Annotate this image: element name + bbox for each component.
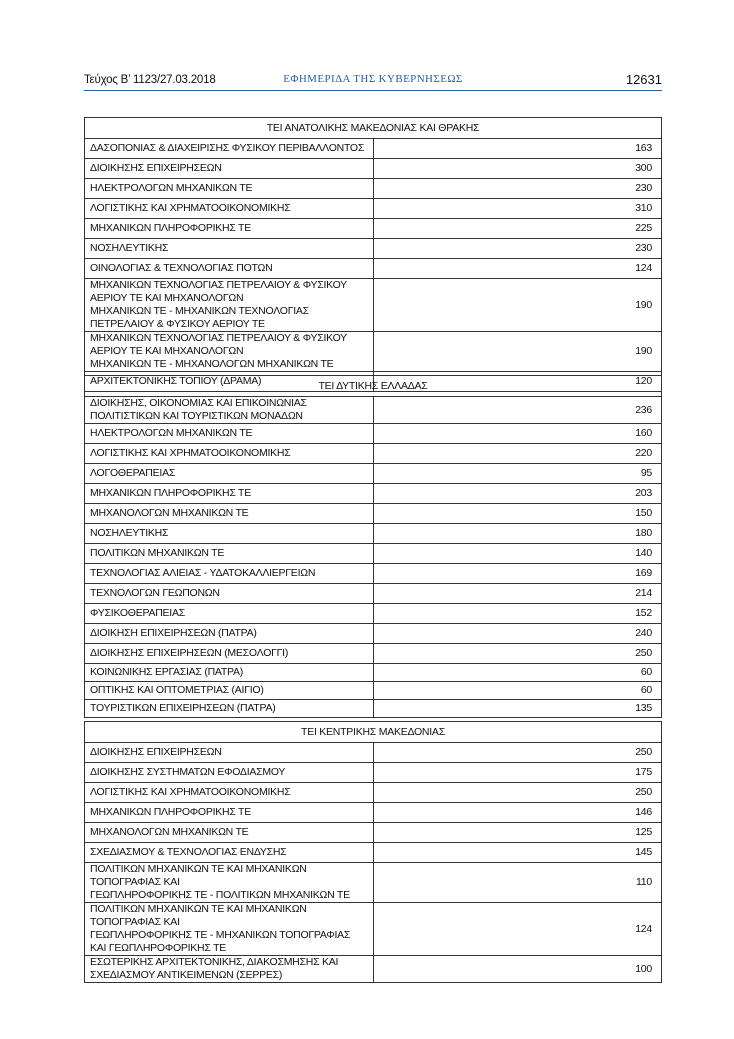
department-name-line: ΜΗΧΑΝΙΚΩΝ ΤΕΧΝΟΛΟΓΙΑΣ ΠΕΤΡΕΛΑΙΟΥ & ΦΥΣΙΚΟΥ ΑΕΡΙΟΥ ΤΕ ΚΑΙ ΜΗΧΑΝΟΛΟΓΩΝ — [90, 279, 347, 304]
department-value: 230 — [373, 179, 662, 199]
department-value: 100 — [373, 956, 662, 983]
department-value: 250 — [373, 743, 662, 763]
department-name-line: ΛΟΓΙΣΤΙΚΗΣ ΚΑΙ ΧΡΗΜΑΤΟΟΙΚΟΝΟΜΙΚΗΣ — [90, 202, 291, 214]
gazette-title: ΕΦΗΜΕΡΙΔΑ ΤΗΣ ΚΥΒΕΡΝΗΣΕΩΣ — [283, 73, 463, 85]
section-title-row — [85, 118, 662, 139]
section-title: ΤΕΙ ΑΝΑΤΟΛΙΚΗΣ ΜΑΚΕΔΟΝΙΑΣ ΚΑΙ ΘΡΑΚΗΣ — [85, 118, 662, 139]
page-number: 12631 — [625, 72, 662, 87]
department-name-line: ΟΠΤΙΚΗΣ ΚΑΙ ΟΠΤΟΜΕΤΡΙΑΣ (ΑΙΓΙΟ) — [90, 684, 264, 696]
department-value: 124 — [373, 259, 662, 279]
department-name-line: ΜΗΧΑΝΙΚΩΝ ΤΕΧΝΟΛΟΓΙΑΣ ΠΕΤΡΕΛΑΙΟΥ & ΦΥΣΙΚΟΥ ΑΕΡΙΟΥ ΤΕ ΚΑΙ ΜΗΧΑΝΟΛΟΓΩΝ — [90, 332, 347, 357]
department-value: 160 — [373, 424, 662, 444]
table-row — [85, 803, 662, 823]
department-name — [85, 444, 374, 464]
table-row — [85, 863, 662, 903]
department-value: 145 — [373, 843, 662, 863]
department-value: 140 — [373, 544, 662, 564]
table-row — [85, 700, 662, 718]
issue-reference: Τεύχος Β’ 1123/27.03.2018 — [84, 74, 216, 86]
table-row — [85, 444, 662, 464]
department-name — [85, 484, 374, 504]
department-name-line: ΓΕΩΠΛΗΡΟΦΟΡΙΚΗΣ ΤΕ - ΠΟΛΙΤΙΚΩΝ ΜΗΧΑΝΙΚΩΝ ΤΕ — [90, 889, 350, 901]
department-name-line: ΔΙΟΙΚΗΣΗΣ ΕΠΙΧΕΙΡΗΣΕΩΝ — [90, 162, 222, 174]
department-name-line: ΑΡΧΙΤΕΚΤΟΝΙΚΗΣ ΤΟΠΙΟΥ (ΔΡΑΜΑ) — [90, 375, 262, 387]
department-name — [85, 179, 374, 199]
table-row — [85, 783, 662, 803]
section-table — [84, 721, 662, 983]
table-row — [85, 397, 662, 424]
department-value: 124 — [373, 903, 662, 956]
table-row — [85, 823, 662, 843]
department-name — [85, 219, 374, 239]
department-value: 310 — [373, 199, 662, 219]
department-name-line: ΠΟΛΙΤΙΚΩΝ ΜΗΧΑΝΙΚΩΝ ΤΕ ΚΑΙ ΜΗΧΑΝΙΚΩΝ ΤΟΠΟΓΡΑΦΙΑΣ ΚΑΙ — [90, 863, 307, 888]
department-value: 169 — [373, 564, 662, 584]
table-row — [85, 564, 662, 584]
department-value: 125 — [373, 823, 662, 843]
department-value: 152 — [373, 604, 662, 624]
header-rule — [84, 90, 662, 91]
department-name-line: ΜΗΧΑΝΙΚΩΝ ΠΛΗΡΟΦΟΡΙΚΗΣ ΤΕ — [90, 487, 251, 499]
department-name — [85, 604, 374, 624]
table-row — [85, 763, 662, 783]
department-name-line: ΛΟΓΙΣΤΙΚΗΣ ΚΑΙ ΧΡΗΜΑΤΟΟΙΚΟΝΟΜΙΚΗΣ — [90, 447, 291, 459]
table-row — [85, 644, 662, 664]
department-name — [85, 956, 374, 983]
table-row — [85, 604, 662, 624]
department-name-line: ΔΑΣΟΠΟΝΙΑΣ & ΔΙΑΧΕΙΡΙΣΗΣ ΦΥΣΙΚΟΥ ΠΕΡΙΒΑΛΛΟΝΤΟΣ — [90, 142, 365, 154]
department-name-line: ΠΟΛΙΤΙΚΩΝ ΜΗΧΑΝΙΚΩΝ ΤΕ — [90, 547, 225, 559]
department-name-line: ΜΗΧΑΝΙΚΩΝ ΤΕ - ΜΗΧΑΝΙΚΩΝ ΤΕΧΝΟΛΟΓΙΑΣ ΠΕΤΡΕΛΑΙΟΥ & ΦΥΣΙΚΟΥ ΑΕΡΙΟΥ ΤΕ — [90, 305, 309, 330]
department-name — [85, 332, 374, 372]
department-name-line: ΤΕΧΝΟΛΟΓΙΑΣ ΑΛΙΕΙΑΣ - ΥΔΑΤΟΚΑΛΛΙΕΡΓΕΙΩΝ — [90, 567, 316, 579]
department-value: 146 — [373, 803, 662, 823]
department-name-line: ΟΙΝΟΛΟΓΙΑΣ & ΤΕΧΝΟΛΟΓΙΑΣ ΠΟΤΩΝ — [90, 262, 273, 274]
department-value: 95 — [373, 464, 662, 484]
department-value: 150 — [373, 504, 662, 524]
department-name — [85, 823, 374, 843]
department-name — [85, 504, 374, 524]
department-name-line: ΜΗΧΑΝΙΚΩΝ ΤΕ - ΜΗΧΑΝΟΛΟΓΩΝ ΜΗΧΑΝΙΚΩΝ ΤΕ — [90, 358, 334, 370]
department-value: 220 — [373, 444, 662, 464]
department-name-line: ΚΟΙΝΩΝΙΚΗΣ ΕΡΓΑΣΙΑΣ (ΠΑΤΡΑ) — [90, 666, 244, 678]
department-name — [85, 239, 374, 259]
department-name — [85, 682, 374, 700]
section-body — [85, 118, 662, 392]
department-name — [85, 624, 374, 644]
department-value: 300 — [373, 159, 662, 179]
department-name — [85, 743, 374, 763]
table-row — [85, 159, 662, 179]
department-name-line: ΤΟΥΡΙΣΤΙΚΩΝ ΕΠΙΧΕΙΡΗΣΕΩΝ (ΠΑΤΡΑ) — [90, 702, 276, 714]
department-name — [85, 159, 374, 179]
department-name — [85, 564, 374, 584]
table-row — [85, 682, 662, 700]
section-table — [84, 117, 662, 392]
table-row — [85, 624, 662, 644]
table-row — [85, 484, 662, 504]
department-name-line: ΝΟΣΗΛΕΥΤΙΚΗΣ — [90, 242, 169, 254]
department-name — [85, 397, 374, 424]
department-name — [85, 464, 374, 484]
table-row — [85, 139, 662, 159]
department-value: 190 — [373, 279, 662, 332]
table-row — [85, 464, 662, 484]
department-name-line: ΤΕΧΝΟΛΟΓΩΝ ΓΕΩΠΟΝΩΝ — [90, 587, 220, 599]
department-name-line: ΓΕΩΠΛΗΡΟΦΟΡΙΚΗΣ ΤΕ - ΜΗΧΑΝΙΚΩΝ ΤΟΠΟΓΡΑΦΙΑΣ ΚΑΙ ΓΕΩΠΛΗΡΟΦΟΡΙΚΗΣ ΤΕ — [90, 929, 351, 954]
department-name — [85, 783, 374, 803]
department-name-line: ΜΗΧΑΝΙΚΩΝ ΠΛΗΡΟΦΟΡΙΚΗΣ ΤΕ — [90, 806, 251, 818]
department-value: 250 — [373, 644, 662, 664]
table-row — [85, 199, 662, 219]
department-name-line: ΔΙΟΙΚΗΣΗΣ ΣΥΣΤΗΜΑΤΩΝ ΕΦΟΔΙΑΣΜΟΥ — [90, 766, 286, 778]
section-title: ΤΕΙ ΔΥΤΙΚΗΣ ΕΛΛΑΔΑΣ — [85, 376, 662, 397]
department-name — [85, 843, 374, 863]
department-value: 60 — [373, 682, 662, 700]
department-value: 214 — [373, 584, 662, 604]
department-value: 60 — [373, 664, 662, 682]
table-row — [85, 843, 662, 863]
department-name-line: ΠΟΛΙΤΙΚΩΝ ΜΗΧΑΝΙΚΩΝ ΤΕ ΚΑΙ ΜΗΧΑΝΙΚΩΝ ΤΟΠΟΓΡΑΦΙΑΣ ΚΑΙ — [90, 903, 307, 928]
department-value: 110 — [373, 863, 662, 903]
table-row — [85, 504, 662, 524]
department-name-line: ΔΙΟΙΚΗΣΗΣ ΕΠΙΧΕΙΡΗΣΕΩΝ — [90, 746, 222, 758]
department-name — [85, 199, 374, 219]
section-title: ΤΕΙ ΚΕΝΤΡΙΚΗΣ ΜΑΚΕΔΟΝΙΑΣ — [85, 722, 662, 743]
department-name — [85, 259, 374, 279]
department-name-line: ΔΙΟΙΚΗΣΗΣ, ΟΙΚΟΝΟΜΙΑΣ ΚΑΙ ΕΠΙΚΟΙΝΩΝΙΑΣ ΠΟΛΙΤΙΣΤΙΚΩΝ ΚΑΙ ΤΟΥΡΙΣΤΙΚΩΝ ΜΟΝΑΔΩΝ — [90, 397, 307, 422]
department-value: 180 — [373, 524, 662, 544]
table-row — [85, 524, 662, 544]
table-row — [85, 664, 662, 682]
table-row — [85, 239, 662, 259]
department-name-line: ΔΙΟΙΚΗΣΗ ΕΠΙΧΕΙΡΗΣΕΩΝ (ΠΑΤΡΑ) — [90, 627, 257, 639]
department-name — [85, 700, 374, 718]
department-value: 175 — [373, 763, 662, 783]
table-row — [85, 544, 662, 564]
section-title-row — [85, 376, 662, 397]
table-row — [85, 584, 662, 604]
table-row — [85, 219, 662, 239]
department-name-line: ΕΣΩΤΕΡΙΚΗΣ ΑΡΧΙΤΕΚΤΟΝΙΚΗΣ, ΔΙΑΚΟΣΜΗΣΗΣ ΚΑΙ ΣΧΕΔΙΑΣΜΟΥ ΑΝΤΙΚΕΙΜΕΝΩΝ (ΣΕΡΡΕΣ) — [90, 956, 339, 981]
section-body — [85, 376, 662, 718]
department-name-line: ΦΥΣΙΚΟΘΕΡΑΠΕΙΑΣ — [90, 607, 185, 619]
table-row — [85, 332, 662, 372]
table-row — [85, 279, 662, 332]
department-name — [85, 763, 374, 783]
table-row — [85, 259, 662, 279]
department-name-line: ΛΟΓΟΘΕΡΑΠΕΙΑΣ — [90, 467, 176, 479]
department-name-line: ΗΛΕΚΤΡΟΛΟΓΩΝ ΜΗΧΑΝΙΚΩΝ ΤΕ — [90, 182, 253, 194]
department-name — [85, 803, 374, 823]
department-name — [85, 863, 374, 903]
department-name — [85, 544, 374, 564]
department-name-line: ΣΧΕΔΙΑΣΜΟΥ & ΤΕΧΝΟΛΟΓΙΑΣ ΕΝΔΥΣΗΣ — [90, 846, 287, 858]
department-name-line: ΜΗΧΑΝΙΚΩΝ ΠΛΗΡΟΦΟΡΙΚΗΣ ΤΕ — [90, 222, 251, 234]
department-name-line: ΛΟΓΙΣΤΙΚΗΣ ΚΑΙ ΧΡΗΜΑΤΟΟΙΚΟΝΟΜΙΚΗΣ — [90, 786, 291, 798]
department-value: 203 — [373, 484, 662, 504]
table-row — [85, 179, 662, 199]
department-value: 163 — [373, 139, 662, 159]
table-row — [85, 903, 662, 956]
department-value: 240 — [373, 624, 662, 644]
department-value: 190 — [373, 332, 662, 372]
section-body — [85, 722, 662, 983]
section-table — [84, 375, 662, 718]
department-name — [85, 584, 374, 604]
department-value: 120 — [373, 372, 662, 392]
department-name-line: ΔΙΟΙΚΗΣΗΣ ΕΠΙΧΕΙΡΗΣΕΩΝ (ΜΕΣΟΛΟΓΓΙ) — [90, 647, 289, 659]
department-name — [85, 424, 374, 444]
section-title-row — [85, 722, 662, 743]
department-name — [85, 664, 374, 682]
department-name-line: ΗΛΕΚΤΡΟΛΟΓΩΝ ΜΗΧΑΝΙΚΩΝ ΤΕ — [90, 427, 253, 439]
table-row — [85, 424, 662, 444]
department-value: 225 — [373, 219, 662, 239]
department-name-line: ΜΗΧΑΝΟΛΟΓΩΝ ΜΗΧΑΝΙΚΩΝ ΤΕ — [90, 826, 249, 838]
department-value: 236 — [373, 397, 662, 424]
department-name — [85, 524, 374, 544]
department-name — [85, 139, 374, 159]
table-row — [85, 743, 662, 763]
department-value: 135 — [373, 700, 662, 718]
page-header — [84, 70, 662, 92]
department-name-line: ΜΗΧΑΝΟΛΟΓΩΝ ΜΗΧΑΝΙΚΩΝ ΤΕ — [90, 507, 249, 519]
department-name-line: ΝΟΣΗΛΕΥΤΙΚΗΣ — [90, 527, 169, 539]
department-name — [85, 279, 374, 332]
department-value: 250 — [373, 783, 662, 803]
department-name — [85, 903, 374, 956]
table-row — [85, 956, 662, 983]
department-name — [85, 644, 374, 664]
department-value: 230 — [373, 239, 662, 259]
